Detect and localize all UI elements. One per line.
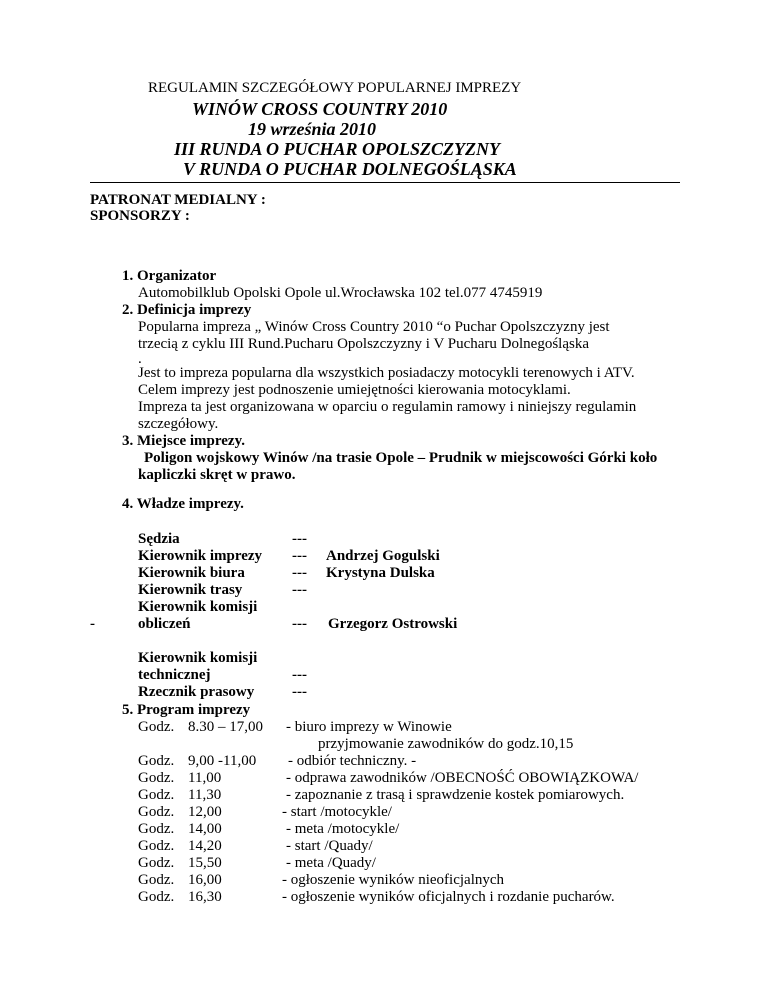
section-2-line5: Impreza ta jest organizowana w oparciu o regulamin ramowy i niniejszy regulamin	[138, 399, 637, 415]
program-godz: Godz.	[138, 753, 175, 769]
program-desc: - meta /motocykle/	[286, 821, 400, 837]
program-desc: - ogłoszenie wyników oficjalnych i rozdanie pucharów.	[282, 889, 615, 905]
name-gogulski: Andrzej Gogulski	[326, 548, 440, 564]
wladze-sedzia: Sędzia	[138, 531, 180, 547]
section-2-line1: Popularna impreza „ Winów Cross Country 2010 “o Puchar Opolszczyzny jest	[138, 319, 610, 335]
program-time: 9,00 -11,00	[188, 753, 257, 769]
program-time: 14,00	[188, 821, 222, 837]
program-desc: - odprawa zawodników /OBECNOŚĆ OBOWIĄZKOWA/	[286, 770, 639, 786]
header-line1: REGULAMIN SZCZEGÓŁOWY POPULARNEJ IMPREZY	[148, 80, 522, 96]
program-godz: Godz.	[138, 770, 175, 786]
name-dulska: Krystyna Dulska	[326, 565, 435, 581]
sponsorzy-label: SPONSORZY :	[90, 208, 190, 224]
section-2-line3: Jest to impreza popularna dla wszystkich posiadaczy motocykli terenowych i ATV.	[138, 365, 635, 381]
program-godz: Godz.	[138, 855, 175, 871]
program-desc: - zapoznanie z trasą i sprawdzenie kostek pomiarowych.	[286, 787, 625, 803]
program-time: 14,20	[188, 838, 222, 854]
patronat-label: PATRONAT MEDIALNY :	[90, 192, 266, 208]
header-divider	[90, 182, 680, 183]
section-3-line1: Poligon wojskowy Winów /na trasie Opole – Prudnik w miejscowości Górki koło	[144, 450, 658, 466]
wladze-kier-imprezy: Kierownik imprezy	[138, 548, 263, 564]
wladze-kier-komisji2: Kierownik komisji	[138, 650, 258, 666]
section-5-title: 5. Program imprezy	[122, 702, 251, 718]
program-desc: - odbiór techniczny. -	[288, 753, 417, 769]
wladze-kier-biura: Kierownik biura	[138, 565, 245, 581]
section-1-text: Automobilklub Opolski Opole ul.Wrocławska 102 tel.077 4745919	[138, 285, 543, 301]
dash-kier-imprezy: ---	[292, 548, 307, 564]
section-2-line2: trzecią z cyklu III Rund.Pucharu Opolszczyzny i V Pucharu Dolnegośląska	[138, 336, 589, 352]
wladze-technicznej: technicznej	[138, 667, 211, 683]
program-time: 15,50	[188, 855, 222, 871]
dash-sedzia: ---	[292, 531, 307, 547]
program-godz: Godz.	[138, 838, 175, 854]
header-line5: V RUNDA O PUCHAR DOLNEGOŚLĄSKA	[183, 159, 517, 179]
section-2-line4: Celem imprezy jest podnoszenie umiejętności kierowania motocyklami.	[138, 382, 571, 398]
program-desc: - ogłoszenie wyników nieoficjalnych	[282, 872, 505, 888]
program-time: 11,30	[188, 787, 222, 803]
dash-kier-trasy: ---	[292, 582, 307, 598]
dash-technicznej: ---	[292, 667, 307, 683]
section-3-line2: kapliczki skręt w prawo.	[138, 467, 296, 483]
header-line4: III RUNDA O PUCHAR OPOLSZCZYZNY	[174, 139, 501, 159]
program-time: 12,00	[188, 804, 222, 820]
wladze-bullet: -	[90, 616, 95, 632]
header-line2: WINÓW CROSS COUNTRY 2010	[192, 99, 448, 119]
dash-rzecznik: ---	[292, 684, 307, 700]
program-time: 16,00	[188, 872, 222, 888]
section-2-title: 2. Definicja imprezy	[122, 302, 252, 318]
program-desc: przyjmowanie zawodników do godz.10,15	[318, 736, 574, 752]
program-godz: Godz.	[138, 719, 175, 735]
program-godz: Godz.	[138, 889, 175, 905]
dash-obliczen: ---	[292, 616, 307, 632]
program-time: 11,00	[188, 770, 222, 786]
program-godz: Godz.	[138, 821, 175, 837]
program-desc: - biuro imprezy w Winowie	[286, 719, 452, 735]
section-3-title: 3. Miejsce imprezy.	[122, 433, 246, 449]
section-4-title: 4. Władze imprezy.	[122, 496, 244, 512]
program-godz: Godz.	[138, 872, 175, 888]
header-line3: 19 września 2010	[248, 119, 377, 139]
wladze-obliczen: obliczeń	[138, 616, 191, 632]
program-desc: - start /Quady/	[286, 838, 373, 854]
dash-kier-biura: ---	[292, 565, 307, 581]
section-2-dot: .	[138, 351, 142, 367]
section-1-title: 1. Organizator	[122, 268, 217, 284]
program-godz: Godz.	[138, 787, 175, 803]
wladze-kier-trasy: Kierownik trasy	[138, 582, 243, 598]
section-2-line6: szczegółowy.	[138, 416, 219, 432]
wladze-rzecznik: Rzecznik prasowy	[138, 684, 255, 700]
name-ostrowski: Grzegorz Ostrowski	[328, 616, 458, 632]
program-time: 8.30 – 17,00	[188, 719, 263, 735]
program-desc: - start /motocykle/	[282, 804, 392, 820]
program-godz: Godz.	[138, 804, 175, 820]
program-desc: - meta /Quady/	[286, 855, 376, 871]
wladze-kier-komisji: Kierownik komisji	[138, 599, 258, 615]
program-time: 16,30	[188, 889, 222, 905]
